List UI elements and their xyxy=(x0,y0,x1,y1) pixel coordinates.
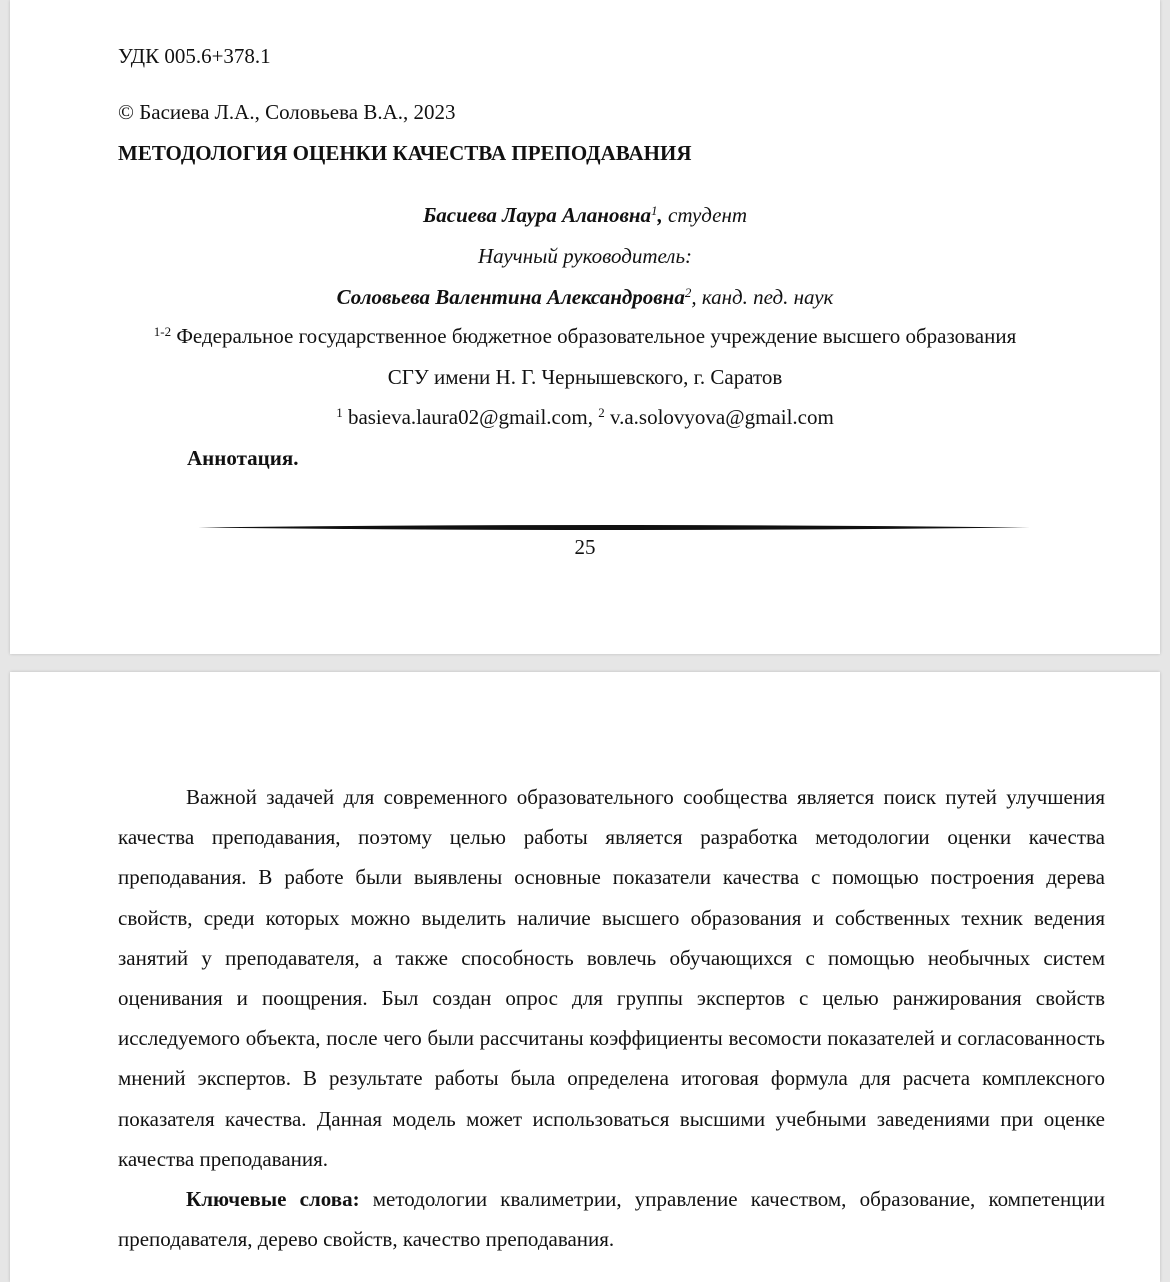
email-line xyxy=(10,405,1160,429)
keywords-text: методологии квалиметрии, управление качеством, образование, компетенции преподавателя, дерево свойств, качество преподавания. xyxy=(118,1187,1105,1252)
email-supervisor: v.a.solovyova@gmail.com xyxy=(604,405,834,429)
supervisor-line xyxy=(10,285,1160,309)
author-name: Басиева Лаура Алановна xyxy=(422,203,652,227)
abstract-paragraph: Важной задачей для современного образовательного сообщества является поиск путей улучшения качества преподавания, поэтому целью работы является разработка методологии оценки качества преподавания. В работе были выявлены основные показатели качества с помощью построения дерева свойств, среди которых можно выделить наличие высшего образования и собственных техник ведения занятий у преподавателя, а также способность вовлечь обучающихся с помощью необычных систем оценивания и поощрения. Был создан опрос для группы экспертов с целью ранжирования свойств исследуемого объекта, после чего были рассчитаны коэффициенты весомости показателей и согласованность мнений экспертов. В результате работы была определена итоговая формула для расчета комплексного показателя качества. Данная модель может использоваться высшими учебными заведениями при оценке качества преподавания. xyxy=(118,785,1105,1171)
keywords-label: Ключевые слова: xyxy=(186,1187,360,1211)
author-line xyxy=(10,203,1160,227)
supervisor-footnote-mark: 2 xyxy=(684,285,692,300)
affiliation-line-2: СГУ имени Н. Г. Чернышевского, г. Саратов xyxy=(387,365,783,389)
author-comma: , xyxy=(657,203,663,227)
copyright-line: © Басиева Л.А., Соловьева В.А., 2023 xyxy=(118,100,456,124)
page-number: 25 xyxy=(574,535,596,559)
affiliation-footnote-mark: 1-2 xyxy=(153,324,172,339)
supervisor-label: Научный руководитель: xyxy=(477,244,693,268)
email-author: basieva.laura02@gmail.com, xyxy=(342,405,599,429)
supervisor-name: Соловьева Валентина Александровна xyxy=(336,285,685,309)
document-page-1 xyxy=(10,0,1160,654)
article-title: МЕТОДОЛОГИЯ ОЦЕНКИ КАЧЕСТВА ПРЕПОДАВАНИЯ xyxy=(118,141,692,165)
supervisor-role: , канд. пед. наук xyxy=(691,285,834,309)
author-footnote-mark: 1 xyxy=(651,203,658,218)
keywords-paragraph xyxy=(118,1179,1105,1259)
udc-code: УДК 005.6+378.1 xyxy=(118,44,271,68)
affiliation-text: Федеральное государственное бюджетное образовательное учреждение высшего образования xyxy=(171,324,1017,348)
email-footnote-mark-2: 2 xyxy=(598,405,605,420)
document-page-2 xyxy=(10,672,1160,1282)
footer-divider xyxy=(198,524,1030,531)
author-role: студент xyxy=(662,203,748,227)
affiliation-line-1 xyxy=(10,324,1160,348)
annotation-label: Аннотация. xyxy=(187,446,299,470)
email-footnote-mark-1: 1 xyxy=(336,405,343,420)
